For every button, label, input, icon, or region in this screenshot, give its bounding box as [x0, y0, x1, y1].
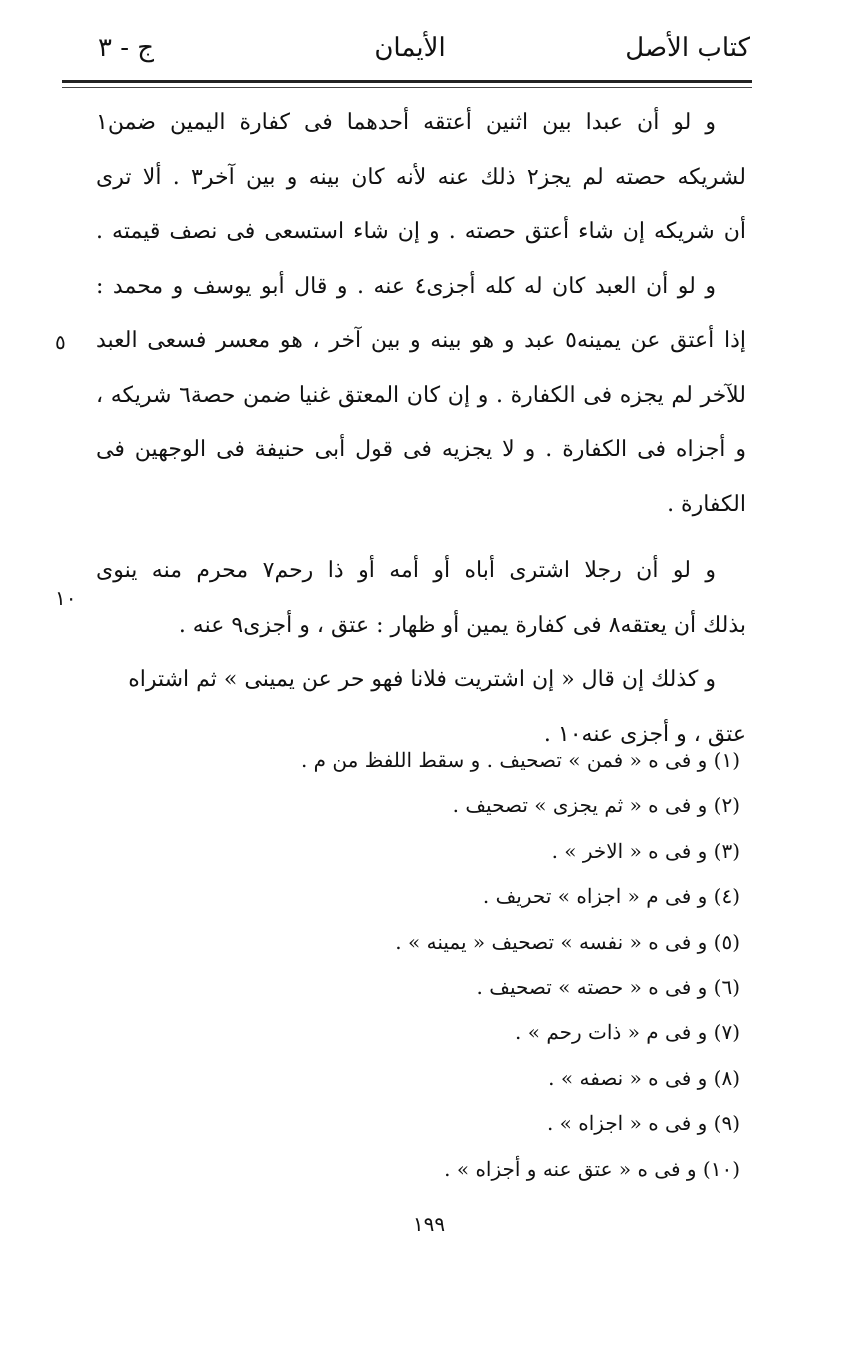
text-line: و لو أن العبد كان له كله أجزى٤ عنه . و قال أبو يوسف و محمد :	[96, 273, 716, 299]
chapter-title: الأيمان	[374, 33, 446, 63]
text-line: بذلك أن يعتقه٨ فى كفارة يمين أو ظهار : عتق ، و أجزى٩ عنه .	[178, 612, 746, 638]
footnote: (٩) و فى ه « اجزاه » .	[546, 1111, 740, 1136]
footnote: (١٠) و فى ه « عتق عنه و أجزاه » .	[444, 1156, 740, 1181]
footnote: (١) و فى ه « فمن » تصحيف . و سقط اللفظ من م .	[300, 748, 740, 772]
footnote: (٦) و فى ه « حصته » تصحيف .	[476, 974, 740, 999]
text-line: و كذلك إن قال « إن اشتريت فلانا فهو حر عن يمينى » ثم اشتراه	[128, 667, 716, 692]
text-line: عتق ، و أجزى عنه١٠ .	[543, 721, 746, 747]
header-rule-thick	[62, 80, 752, 83]
text-line: و لو أن عبدا بين اثنين أعتقه أحدهما فى كفارة اليمين ضمن١	[96, 110, 716, 135]
text-line: و لو أن رجلا اشترى أباه أو أمه أو ذا رحم٧ محرم منه ينوى	[96, 558, 716, 583]
text-line: أن شريكه إن شاء أعتق حصته . و إن شاء استسعى فى نصف قيمته .	[96, 219, 746, 244]
line-number-10: ١٠	[55, 586, 77, 610]
footnote: (٣) و فى ه « الاخر » .	[551, 838, 740, 863]
main-text	[96, 96, 746, 762]
footnote: (٤) و فى م « اجزاه » تحريف .	[482, 884, 740, 909]
page-number: ١٩٩	[412, 1212, 446, 1236]
text-line: و أجزاه فى الكفارة . و لا يجزيه فى قول أبى حنيفة فى الوجهين فى	[96, 437, 746, 462]
footnote: (٥) و فى ه « نفسه » تصحيف « يمينه » .	[395, 929, 740, 954]
text-line: إذا أعتق عن يمينه٥ عبد و هو بينه و بين آخر ، هو معسر فسعى العبد	[96, 328, 746, 353]
footnote: (٧) و فى م « ذات رحم » .	[515, 1020, 740, 1045]
footnote: (٨) و فى ه « نصفه » .	[548, 1065, 740, 1090]
line-number-5: ٥	[55, 330, 66, 354]
text-line: للآخر لم يجزه فى الكفارة . و إن كان المعتق غنيا ضمن حصة٦ شريكه ،	[96, 382, 746, 408]
volume-label: ج - ٣	[98, 33, 155, 63]
footnotes	[180, 738, 740, 1192]
text-line: لشريكه حصته لم يجز٢ ذلك عنه لأنه كان بينه و بين آخر٣ . ألا ترى	[96, 164, 746, 190]
book-title: كتاب الأصل	[625, 33, 750, 63]
running-header	[70, 28, 750, 72]
text-line: الكفارة .	[667, 491, 746, 517]
footnote: (٢) و فى ه « ثم يجزى » تصحيف .	[452, 793, 740, 818]
header-rule-thin	[62, 87, 752, 88]
